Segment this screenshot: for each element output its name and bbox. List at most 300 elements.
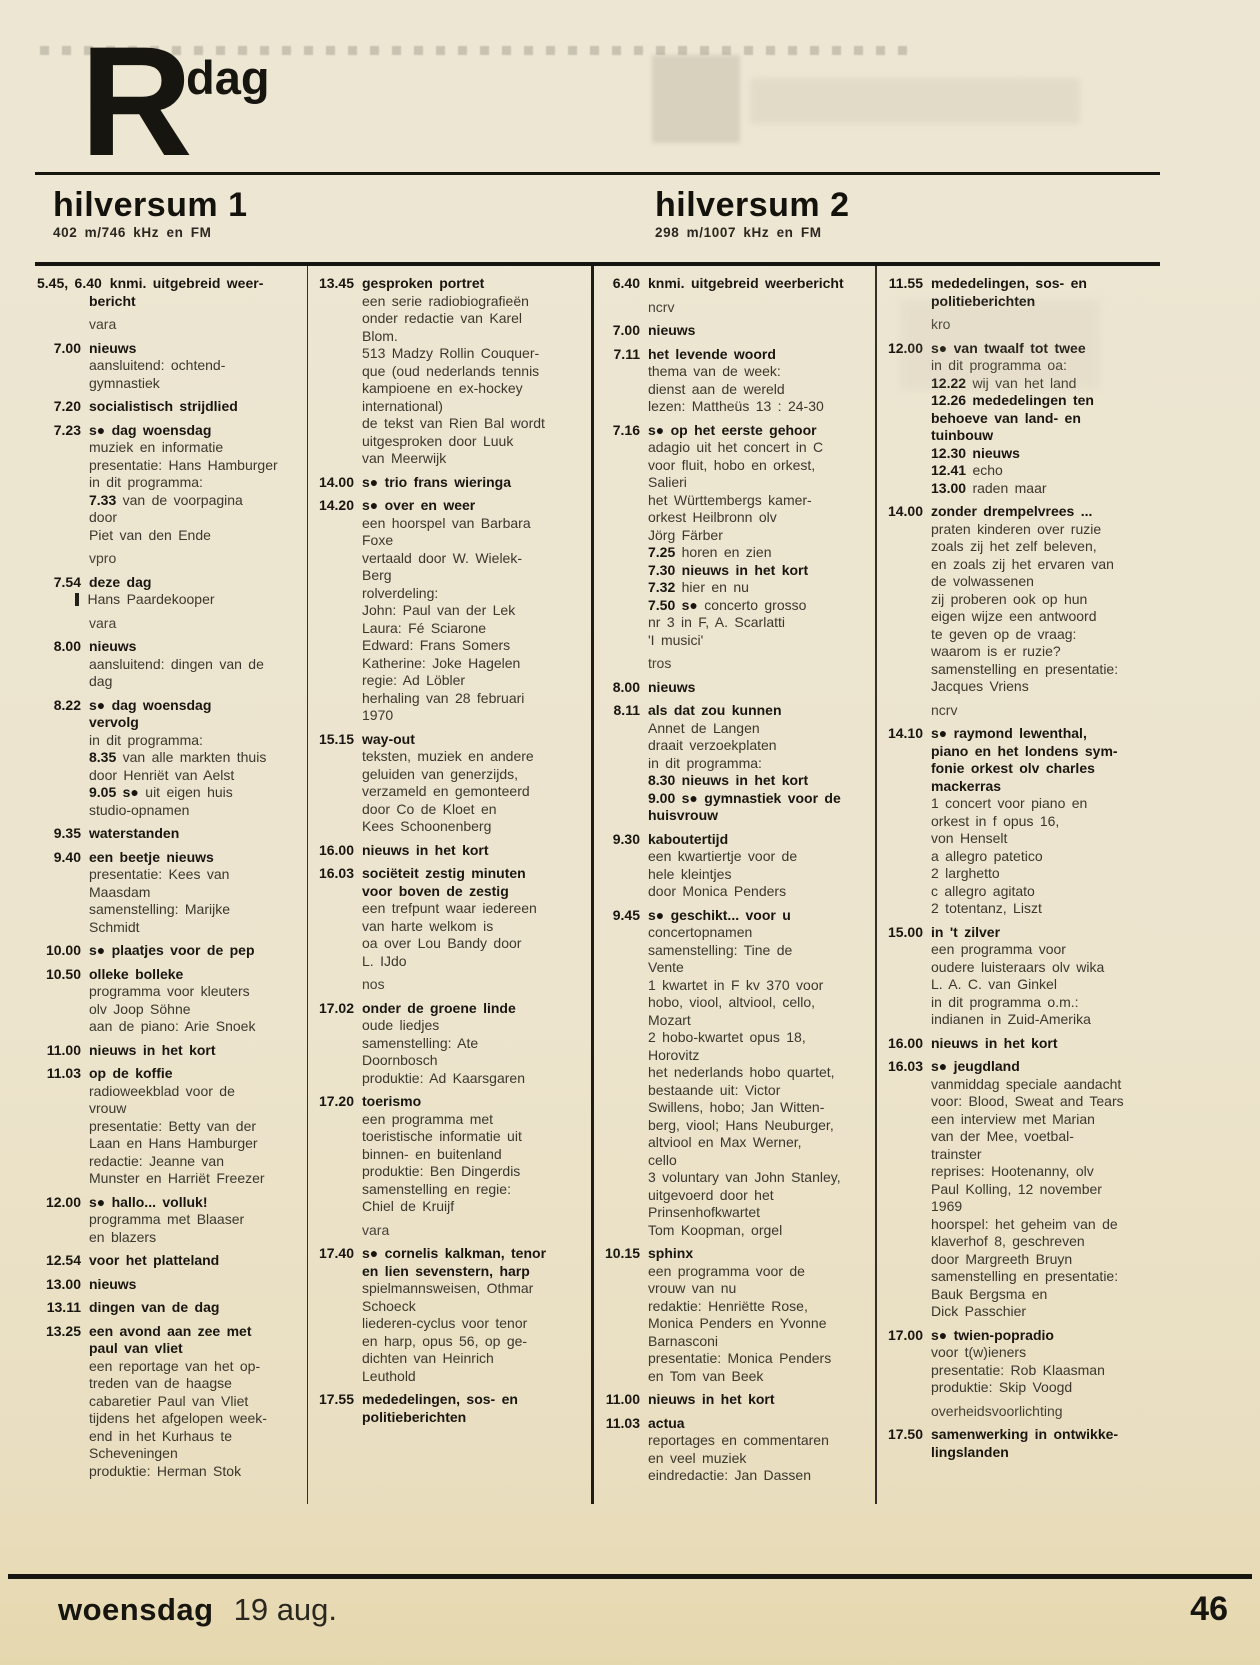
program-text-bold: bericht <box>89 292 136 309</box>
program-text-bold: mackerras <box>931 777 1002 794</box>
program-entry <box>612 678 871 697</box>
program-detail-line <box>362 1181 587 1199</box>
program-listings <box>35 266 1260 1504</box>
program-entry <box>318 730 587 836</box>
program-text: rolverdeling: <box>362 584 439 601</box>
program-text-bold: s● op het eerste gehoor <box>648 421 817 438</box>
program-text: tijdens het afgelopen week- <box>89 1410 267 1426</box>
program-detail-line <box>362 690 587 708</box>
program-detail-line <box>648 1333 871 1351</box>
program-title-line <box>53 421 303 440</box>
program-title-line <box>53 398 303 416</box>
program-detail-line <box>362 1280 587 1298</box>
program-text: verzameld en gemonteerd <box>362 783 530 799</box>
program-text: radioweekblad voor de <box>89 1082 235 1099</box>
program-text: een programma met <box>362 1110 494 1127</box>
program-text-bold: s● over en weer <box>362 497 476 513</box>
program-detail-line <box>362 1315 587 1333</box>
program-detail-line <box>362 1017 587 1035</box>
program-detail-line <box>648 1298 871 1316</box>
program-text: liederen-cyclus voor tenor <box>362 1315 528 1331</box>
program-text-bold: s● jeugdland <box>931 1058 1020 1074</box>
program-title-line <box>46 1299 303 1317</box>
program-time: 16.00 <box>318 841 354 858</box>
program-detail-line <box>931 830 1156 848</box>
program-text: 2 totentanz, Liszt <box>931 900 1042 916</box>
program-detail-line <box>362 345 587 363</box>
program-time: 8.00 <box>612 678 640 695</box>
program-entry <box>53 398 303 416</box>
program-text-bold: s● dag woensdag <box>89 696 212 713</box>
program-entry <box>612 275 871 293</box>
program-detail-line <box>89 1358 303 1376</box>
program-detail-line <box>89 357 303 375</box>
program-text-bold: s● trio frans wieringa <box>362 473 511 490</box>
program-detail-line <box>89 732 303 750</box>
program-detail-line <box>89 1428 303 1446</box>
program-entry <box>605 1391 871 1409</box>
program-text-bold: huisvrouw <box>648 807 719 823</box>
program-text-bold: nieuws in het kort <box>648 1391 775 1407</box>
program-text: Jacques Vriens <box>931 678 1029 694</box>
program-text-bold: vervolg <box>89 714 139 730</box>
program-time: 15.00 <box>887 923 923 940</box>
program-entry <box>45 1322 303 1481</box>
program-detail-line <box>931 392 1156 410</box>
program-detail-line <box>931 1379 1156 1397</box>
program-detail-line <box>648 1064 871 1082</box>
program-detail-line <box>89 509 303 527</box>
program-detail-line <box>648 1222 871 1240</box>
program-detail-line <box>89 802 303 820</box>
program-title-line <box>613 345 871 364</box>
program-text-bold: politieberichten <box>362 1408 467 1425</box>
program-text: adagio uit het concert in C <box>648 439 824 455</box>
program-text: L. A. C. van Ginkel <box>931 976 1057 992</box>
program-text: voor t(w)ieners <box>931 1344 1027 1360</box>
program-detail-line <box>89 1340 303 1358</box>
broadcaster-label: vara <box>89 316 117 332</box>
program-text: produktie: Ad Kaarsgaren <box>362 1069 525 1086</box>
program-title-line <box>318 473 587 492</box>
program-entry <box>53 638 303 691</box>
program-time: 13.11 <box>46 1299 81 1315</box>
program-text: orkest Heilbronn olv <box>648 509 777 525</box>
program-text: zoals zij het zelf beleven, <box>931 538 1097 554</box>
program-text: 1969 <box>931 1198 963 1214</box>
program-text-bold: samenwerking in ontwikke- <box>931 1426 1119 1442</box>
program-detail-line <box>931 410 1156 428</box>
program-text: nr 3 in F, A. Scarlatti <box>648 614 785 630</box>
program-text: uitgevoerd door het <box>648 1186 774 1203</box>
program-title-line <box>887 923 1156 942</box>
program-text: cabaretier Paul van Vliet <box>89 1392 249 1409</box>
program-text: van Meerwijk <box>362 450 447 466</box>
program-title-line <box>318 841 587 860</box>
program-time: 15.15 <box>318 730 354 747</box>
program-time: 11.00 <box>46 1041 81 1058</box>
program-text: dichten van Heinrich <box>362 1350 494 1366</box>
program-text-bold: sociëteit zestig minuten <box>362 865 526 881</box>
program-text-bold: 7.25 <box>648 544 682 560</box>
program-text-bold: fonie orkest olv charles <box>931 760 1095 776</box>
program-detail-line <box>648 848 871 866</box>
program-detail-line <box>89 1463 303 1481</box>
program-detail-line <box>89 1229 303 1247</box>
schedule-column-hilversum2-morning <box>591 266 875 1504</box>
program-detail-line <box>931 900 1156 918</box>
program-text-bold: zonder drempelvrees ... <box>931 503 1093 519</box>
program-text: Mozart <box>648 1011 691 1028</box>
program-detail-line <box>648 883 871 901</box>
program-text: een interview met Marian <box>931 1110 1095 1127</box>
program-detail-line <box>648 1450 871 1468</box>
program-detail-line <box>931 445 1156 463</box>
program-detail-line <box>931 941 1156 959</box>
program-title-line <box>612 830 871 849</box>
program-detail-line <box>648 942 871 960</box>
program-text-bold: voor het platteland <box>89 1252 220 1268</box>
program-detail-line <box>362 1333 587 1351</box>
program-detail-line <box>362 655 587 673</box>
program-text: Monica Penders en Yvonne <box>648 1315 827 1331</box>
program-time: 14.00 <box>887 503 923 519</box>
program-time: 11.00 <box>605 1391 640 1407</box>
program-text: van der Mee, voetbal- <box>931 1128 1074 1144</box>
program-text: John: Paul van der Lek <box>362 602 516 618</box>
program-text-bold: s● cornelis kalkman, tenor <box>362 1245 547 1261</box>
program-time: 9.35 <box>53 825 81 841</box>
program-detail-line <box>648 1117 871 1135</box>
program-time: 7.16 <box>612 421 640 438</box>
program-entry <box>53 848 303 937</box>
program-text: kampioene en ex-hockey <box>362 380 523 396</box>
program-detail-line <box>648 1134 871 1152</box>
program-entry <box>318 1093 587 1216</box>
program-detail-line <box>931 1093 1156 1111</box>
program-time: 14.20 <box>318 497 354 513</box>
program-text: van harte welkom is <box>362 917 494 934</box>
program-text: presentatie: Kees van <box>89 866 230 882</box>
program-detail-line <box>648 755 871 773</box>
program-time: 8.22 <box>53 696 81 713</box>
program-detail-line <box>931 427 1156 445</box>
program-text: lezen: Mattheüs 13 : 24-30 <box>648 398 824 414</box>
program-time: 7.00 <box>612 322 640 338</box>
program-text-bold: als dat zou kunnen <box>648 702 782 718</box>
program-entry <box>888 275 1156 310</box>
program-text: aan de piano: Arie Snoek <box>89 1018 256 1034</box>
program-detail-line <box>362 1350 587 1368</box>
program-entry <box>318 1245 587 1385</box>
program-text-bold: s● twien-popradio <box>931 1326 1054 1343</box>
program-text: produktie: Herman Stok <box>89 1462 242 1479</box>
program-detail-line <box>648 1082 871 1100</box>
program-entry <box>53 573 303 609</box>
program-entry <box>45 1252 303 1270</box>
program-detail-line <box>89 784 303 802</box>
program-title-line <box>887 503 1156 521</box>
schedule-column-hilversum1-morning <box>35 266 307 1504</box>
program-text: horen en zien <box>681 544 772 560</box>
program-text-bold: 9.05 s● <box>89 784 146 800</box>
program-text: samenstelling: Marijke <box>89 901 230 917</box>
program-text: a allegro patetico <box>931 847 1043 864</box>
program-text-bold: 9.00 s● gymnastiek voor de <box>648 789 841 806</box>
program-text: door <box>89 509 118 525</box>
program-detail-line <box>89 919 303 937</box>
program-detail-line <box>89 901 303 919</box>
program-text: door Henriët van Aelst <box>89 766 235 783</box>
program-text: een trefpunt waar iedereen <box>362 900 537 916</box>
program-detail-line <box>89 767 303 785</box>
program-detail-line <box>89 884 303 902</box>
program-detail-line <box>648 866 871 884</box>
program-text: en blazers <box>89 1228 157 1245</box>
program-text: indianen in Zuid-Amerika <box>931 1011 1091 1027</box>
program-text: programma met Blaaser <box>89 1211 245 1227</box>
program-text-bold: dingen van de dag <box>89 1299 220 1315</box>
program-text-bold: politieberichten <box>931 292 1036 309</box>
program-time: 8.00 <box>53 638 81 654</box>
program-title-line <box>53 573 303 592</box>
program-text-bold: nieuws in het kort <box>89 1041 216 1058</box>
program-text: 1970 <box>362 707 394 723</box>
program-detail-line <box>89 1445 303 1463</box>
program-text: hoorspel: het geheim van de <box>931 1215 1118 1232</box>
program-text: een programma voor de <box>648 1262 805 1279</box>
program-entry <box>46 1041 303 1060</box>
program-text: Blom. <box>362 327 398 344</box>
program-detail-line <box>362 637 587 655</box>
program-text: uit eigen huis <box>145 784 233 800</box>
program-detail-line <box>362 1263 587 1281</box>
program-entry <box>887 923 1156 1029</box>
program-entry <box>887 1058 1156 1321</box>
program-entry <box>318 841 587 860</box>
program-text: redactie: Jeanne van <box>89 1152 224 1169</box>
program-time: 7.23 <box>53 421 81 438</box>
program-detail-line <box>931 462 1156 480</box>
program-time: 11.55 <box>888 275 923 291</box>
broadcaster-label: ncrv <box>931 701 958 718</box>
program-entry <box>53 696 303 820</box>
program-detail-line <box>931 1344 1156 1362</box>
program-title-line <box>612 678 871 697</box>
program-text-bold: s● plaatjes voor de pep <box>89 942 255 958</box>
program-text: Salieri <box>648 474 687 490</box>
program-text: te geven op de vraag: <box>931 625 1077 642</box>
program-title-line <box>318 730 587 749</box>
program-text: een serie radiobiografieën <box>362 292 529 309</box>
program-entry <box>604 1245 871 1385</box>
program-text-bold: een avond aan zee met <box>89 1322 252 1339</box>
program-detail-line <box>931 1146 1156 1164</box>
program-text: klaverhof 8, geschreven <box>931 1233 1085 1249</box>
program-detail-line <box>648 924 871 942</box>
program-text: von Henselt <box>931 830 1008 846</box>
program-text: oudere luisteraars olv wika <box>931 958 1105 975</box>
program-text: samenstelling: Tine de <box>648 941 793 958</box>
program-title-line <box>45 1193 303 1212</box>
program-detail-line <box>648 492 871 510</box>
program-title-line <box>318 275 587 293</box>
program-text: presentatie: Monica Penders <box>648 1350 832 1366</box>
program-detail-line <box>931 626 1156 644</box>
program-text-bold: s● geschikt... voor u <box>648 906 791 923</box>
program-entry <box>318 473 587 492</box>
program-detail-line <box>931 591 1156 609</box>
program-title-line <box>888 275 1156 293</box>
program-detail-line <box>931 1198 1156 1216</box>
broadcaster-label: vara <box>89 614 117 631</box>
program-detail-line <box>648 772 871 790</box>
program-text: aansluitend: dingen van de <box>89 655 264 672</box>
quote-bar <box>75 593 79 606</box>
program-entry <box>318 497 587 725</box>
program-title-line <box>605 1414 871 1433</box>
program-text-bold: 8.30 nieuws in het kort <box>648 772 809 788</box>
program-text: reprises: Hootenanny, olv <box>931 1163 1094 1179</box>
program-text: samenstelling en regie: <box>362 1180 511 1197</box>
program-text-bold: sphinx <box>648 1245 694 1261</box>
program-time: 6.40 <box>612 275 640 291</box>
program-title-line <box>887 1058 1156 1076</box>
program-text: thema van de week: <box>648 363 781 379</box>
schedule-column-hilversum1-afternoon <box>307 266 591 1504</box>
program-text-bold: voor boven de zestig <box>362 882 509 899</box>
program-detail-line <box>362 415 587 433</box>
program-text: reportages en commentaren <box>648 1432 829 1448</box>
program-title-line <box>53 848 303 867</box>
program-text: end in het Kurhaus te <box>89 1427 233 1444</box>
program-text: Laura: Fé Sciarone <box>362 619 487 636</box>
program-detail-line <box>931 661 1156 679</box>
program-detail-line <box>89 474 303 492</box>
program-text-bold: s● van twaalf tot twee <box>931 339 1086 356</box>
program-text: zij proberen ook op hun <box>931 590 1088 607</box>
program-text: vanmiddag speciale aandacht <box>931 1075 1122 1092</box>
program-time: 11.03 <box>46 1065 81 1081</box>
program-text-bold: mededelingen, sos- en <box>931 275 1087 291</box>
program-entry <box>53 339 303 393</box>
program-text-bold: onder de groene linde <box>362 999 516 1016</box>
program-text: Piet van den Ende <box>89 526 211 543</box>
program-detail-line <box>362 1298 587 1316</box>
program-title-line <box>613 702 871 720</box>
program-detail-line <box>648 1152 871 1170</box>
program-detail-line <box>931 778 1156 796</box>
program-text-bold: nieuws <box>89 638 137 654</box>
program-text: raden maar <box>972 479 1047 496</box>
program-detail-line <box>89 591 303 609</box>
program-detail-line <box>362 900 587 918</box>
radio-logo-suffix: dag <box>186 51 270 104</box>
program-text: vrouw van nu <box>648 1280 737 1296</box>
program-text-bold: mededelingen, sos- en <box>362 1391 518 1407</box>
program-detail-line <box>648 1368 871 1386</box>
program-detail-line <box>931 760 1156 778</box>
program-time: 9.45 <box>612 906 640 923</box>
program-detail-line <box>362 1198 587 1216</box>
program-detail-line <box>362 585 587 603</box>
program-text: een hoorspel van Barbara <box>362 514 531 531</box>
program-text-bold: socialistisch strijdlied <box>89 398 238 414</box>
program-detail-line <box>362 953 587 971</box>
program-title-line <box>46 1065 303 1083</box>
station-hilversum-2 <box>630 175 1260 262</box>
program-entry <box>612 421 871 650</box>
program-text: gymnastiek <box>89 374 160 391</box>
program-detail-line <box>648 994 871 1012</box>
program-time: 17.50 <box>887 1426 923 1442</box>
program-entry <box>887 339 1156 498</box>
program-text: en Tom van Beek <box>648 1367 764 1384</box>
program-title-line <box>887 1034 1156 1053</box>
program-text: onder redactie van Karel <box>362 310 523 326</box>
radio-logo-letter: R <box>80 15 187 189</box>
program-detail-line <box>648 439 871 457</box>
program-detail-line <box>931 994 1156 1012</box>
program-entry <box>318 275 587 468</box>
program-detail-line <box>931 293 1156 311</box>
program-text: het nederlands hobo quartet, <box>648 1064 835 1080</box>
program-detail-line <box>931 848 1156 866</box>
program-detail-line <box>648 1432 871 1450</box>
program-detail-line <box>89 983 303 1001</box>
program-title-line <box>53 638 303 656</box>
program-detail-line <box>89 714 303 732</box>
program-detail-line <box>89 1135 303 1153</box>
broadcaster-label: vpro <box>89 550 117 566</box>
program-time: 5.45, 6.40 <box>37 275 102 291</box>
program-text: praten kinderen over ruzie <box>931 520 1102 537</box>
program-detail-line <box>648 398 871 416</box>
program-detail-line <box>931 1181 1156 1199</box>
program-text: Edward: Frans Somers <box>362 637 511 653</box>
program-detail-line <box>362 620 587 638</box>
program-text: que (oud nederlands tennis <box>362 362 540 379</box>
program-detail-line <box>648 363 871 381</box>
program-detail-line <box>931 538 1156 556</box>
program-detail-line <box>89 656 303 674</box>
program-detail-line <box>931 643 1156 661</box>
program-detail-line <box>362 1409 587 1427</box>
program-text: door Margreeth Bruyn <box>931 1250 1073 1267</box>
broadcaster-label: kro <box>931 316 951 332</box>
program-detail-line <box>931 375 1156 393</box>
program-text: Dick Passchier <box>931 1303 1027 1319</box>
program-text-bold: 7.30 nieuws in het kort <box>648 561 809 578</box>
program-time: 10.50 <box>45 965 81 982</box>
program-time: 12.00 <box>887 339 923 356</box>
program-detail-line <box>648 1012 871 1030</box>
program-text: echo <box>972 462 1003 478</box>
program-text: concertopnamen <box>648 924 753 940</box>
program-detail-line <box>648 1280 871 1298</box>
program-text: de volwassenen <box>931 573 1034 589</box>
program-text: international) <box>362 397 443 414</box>
program-detail-line <box>362 602 587 620</box>
program-detail-line <box>931 743 1156 761</box>
program-detail-line <box>362 433 587 451</box>
program-text: treden van de haagse <box>89 1375 232 1391</box>
program-detail-line <box>648 1350 871 1368</box>
program-detail-line <box>931 556 1156 574</box>
program-detail-line <box>362 363 587 381</box>
program-detail-line <box>362 918 587 936</box>
program-text-bold: 7.50 s● <box>648 596 705 613</box>
